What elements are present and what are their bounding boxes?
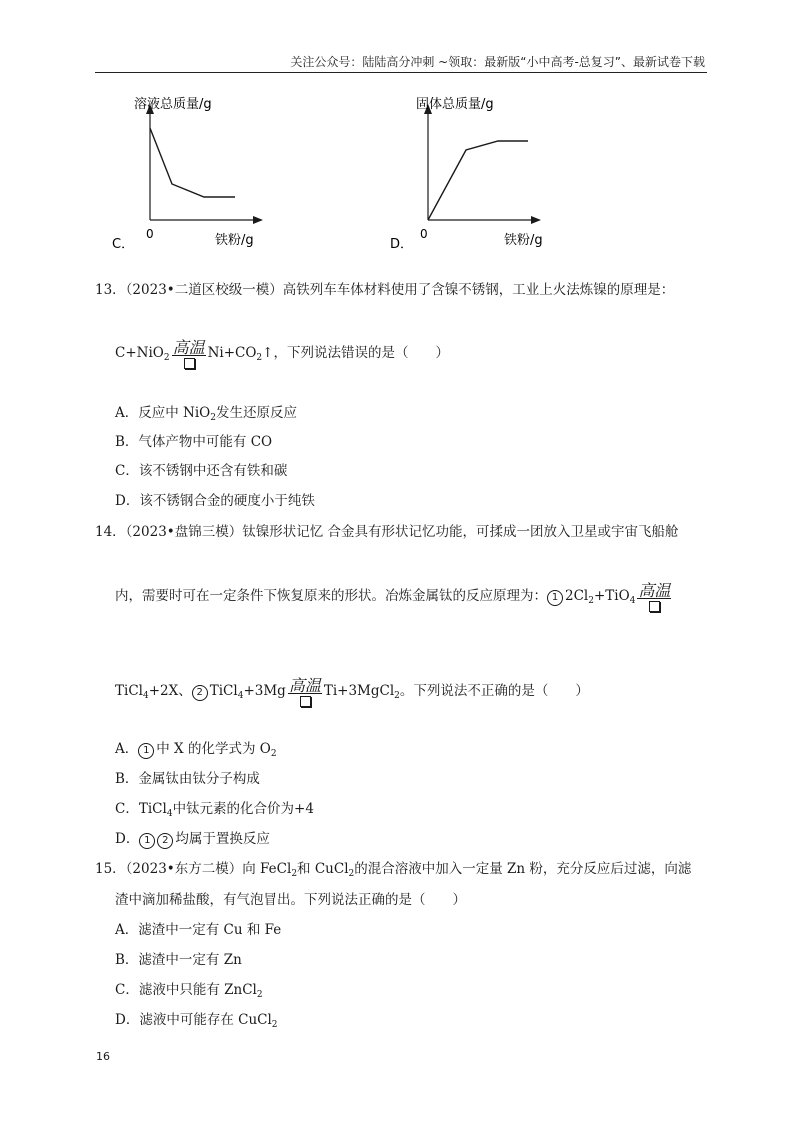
q13-condition [170,335,208,371]
q14-condition-1-box [649,601,660,612]
graph-c-xlabel: 铁粉/g [215,233,254,248]
q14-option-a-text: 中 X 的化学式为 O [156,741,271,757]
q13-eq-tail: ↑，下列说法错误的是（ ） [262,345,449,361]
graph-c-curve [150,128,235,197]
q15-option-c-letter: C． [115,982,139,998]
q13-stem: 13．（2023•二道区校级一模）高铁列车车体材料使用了含镍不锈钢，工业上火法炼镍的原理是： [95,282,675,298]
graph-d-option-label: D． [390,237,414,252]
q15-option-d-text: 滤液中可能存在 CuCl [139,1012,272,1028]
q13-option-a-text-b: 发生还原反应 [215,405,297,421]
q14-condition-2-text: 高温 [288,676,321,695]
q14-line3-a-sub: 4 [142,691,149,701]
q13-option-d [115,489,315,509]
q13-condition-line [172,355,206,356]
graph-c-ylabel: 溶液总质量/g [134,97,212,112]
graph-c-x-arrow [253,216,263,224]
q14-option-b-text: 金属钛由钛分子构成 [138,771,260,787]
q15-option-c-text: 滤液中只能有 ZnCl [138,982,257,998]
q14-eq2-tail: 。下列说法不正确的是（ ） [399,683,589,699]
q14-option-b [115,767,260,787]
q13-option-b-letter: B． [115,434,139,450]
graph-c [110,92,285,252]
q15-option-a [115,918,281,938]
q15-line1-a: 15．（2023•东方二模）向 FeCl [95,861,292,877]
q15-line1-sub2: 2 [348,869,355,879]
q14-condition-1-text: 高温 [638,581,671,600]
q14-option-a-sub: 2 [270,749,277,759]
q14-option-d [115,827,270,849]
q14-equation-line3 [115,673,589,709]
q14-circle-2: 2 [192,685,208,701]
q15-option-a-letter: A． [115,922,139,938]
q13-option-b [115,430,272,450]
q14-condition-1 [635,578,673,614]
q14-eq2-a-sub: 4 [237,691,244,701]
q15-line1-sub1: 2 [291,869,298,879]
graph-d-curve [428,141,528,220]
q13-option-c-text: 该不锈钢中还含有铁和碳 [138,463,288,479]
q14-stem-line2 [115,578,673,614]
q13-option-c-letter: C． [115,463,139,479]
q13-eq-left-sub: 2 [163,353,170,363]
q14-eq1-a-sub: 2 [588,596,594,606]
q14-condition-1-line [637,598,671,599]
q14-option-a [115,737,277,759]
graph-d-svg [388,92,563,252]
page-header: 关注公众号：陆陆高分冲刺 ~领取：最新版“小中高考-总复习”、最新试卷下载 [290,55,705,69]
q13-option-d-letter: D． [115,493,140,509]
q14-line3-a: TiCl [115,683,143,699]
q14-eq2-c-sub: 2 [394,691,400,701]
q13-option-a-text: 反应中 NiO [138,405,211,421]
graph-d-origin: 0 [420,227,428,241]
graph-c-origin: 0 [146,227,154,241]
q14-eq1-b-sub: 4 [629,596,636,606]
q15-stem-line1 [95,857,691,877]
q14-eq2-a: TiCl [209,683,238,699]
q14-option-d-circle-2: 2 [157,833,173,849]
q13-equation [115,335,449,371]
q14-line3-b: +2X、 [148,683,192,699]
q15-option-c [115,978,263,998]
q13-condition-text: 高温 [172,338,205,357]
q14-condition-2-line [288,693,322,694]
q14-option-c-text-b: 中钛元素的化合价为+4 [172,801,314,817]
q15-option-d-letter: D． [115,1012,140,1028]
q15-option-b [115,948,242,968]
q14-option-c-text-a: TiCl [138,801,167,817]
q14-option-c-sub: 4 [166,809,173,819]
q14-eq2-c: Ti+3MgCl [323,683,395,699]
q14-option-c-letter: C． [115,801,139,817]
q15-line1-c: 的混合溶液中加入一定量 Zn 粉，充分反应后过滤，向滤 [354,861,692,877]
q15-stem-line2: 渣中滴加稀盐酸，有气泡冒出。下列说法正确的是（ ） [115,892,466,908]
q14-option-a-letter: A． [115,741,139,757]
graph-d-ylabel: 固体总质量/g [416,97,494,112]
q14-option-d-circle-1: 1 [139,833,155,849]
q14-option-d-text: 均属于置换反应 [175,831,270,847]
q13-option-a [115,401,297,421]
q15-option-c-sub: 2 [256,990,263,1000]
q14-option-c [115,797,314,817]
q13-eq-right: Ni+CO [207,345,257,361]
q14-condition-2-box [300,696,311,707]
graph-c-svg [110,92,285,252]
q15-option-d-sub: 2 [271,1020,278,1030]
q14-condition-2 [286,673,324,709]
q14-option-a-circle: 1 [138,743,154,759]
q13-option-a-letter: A． [115,405,139,421]
graph-c-option-label: C． [112,237,135,252]
q15-option-d [115,1008,278,1028]
q15-option-b-letter: B． [115,952,139,968]
graph-d-x-arrow [531,216,541,224]
q14-option-d-letter: D． [115,831,140,847]
q13-option-a-sub: 2 [210,413,216,423]
graph-d-xlabel: 铁粉/g [504,233,543,248]
q13-condition-box [184,358,195,369]
q14-eq1-a: 2Cl [565,588,589,604]
q15-option-b-text: 滤渣中一定有 Zn [138,952,242,968]
graph-d [388,92,563,252]
q14-eq2-b: +3Mg [243,683,286,699]
page-number: 16 [96,1050,110,1063]
q13-eq-left: C+NiO [115,345,164,361]
q13-option-b-text: 气体产物中可能有 CO [138,434,273,450]
q14-option-b-letter: B． [115,771,139,787]
q13-option-d-text: 该不锈钢合金的硬度小于纯铁 [139,493,315,509]
q14-stem-line2-text: 内，需要时可在一定条件下恢复原来的形状。冶炼金属钛的反应原理为： [115,588,547,604]
header-divider [95,72,707,73]
q14-stem-line1: 14．（2023•盘锦三模）钛镍形状记忆 合金具有形状记忆功能，可揉成一团放入卫星或宇宙飞船舱 [95,524,679,540]
q14-eq1-b: +TiO [593,588,630,604]
q15-option-a-text: 滤渣中一定有 Cu 和 Fe [138,922,282,938]
q13-option-c [115,459,287,479]
q13-eq-right-sub: 2 [256,353,263,363]
q14-circle-1: 1 [547,590,563,606]
q15-line1-b: 和 CuCl [297,861,349,877]
